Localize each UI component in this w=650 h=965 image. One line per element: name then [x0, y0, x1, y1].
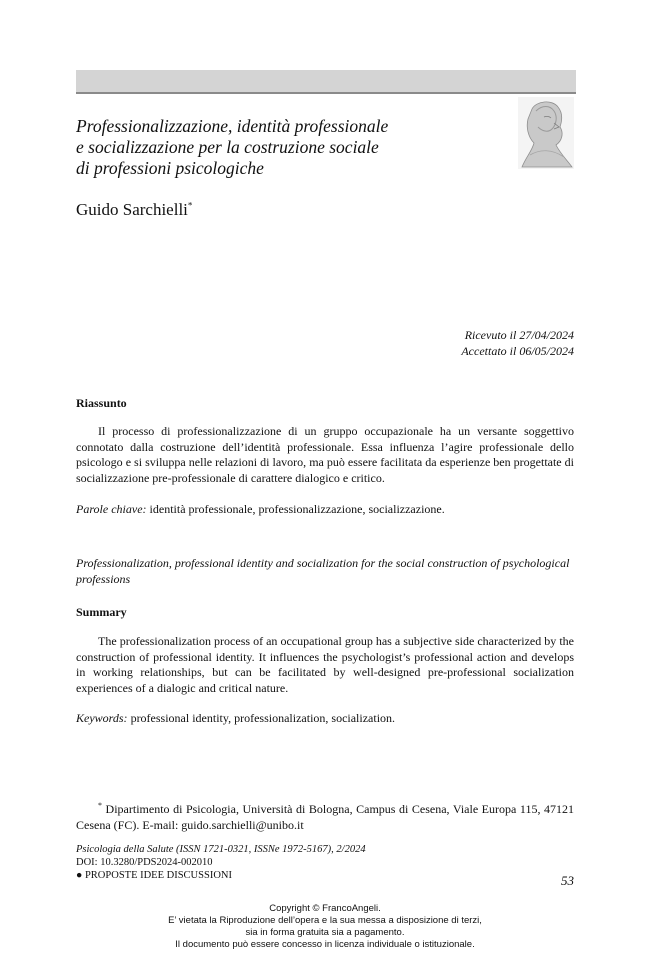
- title-line: e socializzazione per la costruzione sociale: [76, 137, 379, 157]
- parole-chiave: [76, 502, 574, 518]
- riassunto-text: Il processo di professionalizzazione di un gruppo occupazionale ha un versante soggettivo connotato dalla costruzione dell’identità professionale. Essa influenza l’agire professionale dello psicologo e si sviluppa nelle relazioni di lavoro, ma può essere facilitata da esperienze ben progettate di socializzazione pre-professionale di carattere dialogico e critico.: [76, 424, 574, 485]
- keywords-text: professional identity, professionalization, socialization.: [130, 711, 396, 725]
- doi: DOI: 10.3280/PDS2024-002010: [76, 857, 213, 868]
- journal-info: [76, 843, 366, 882]
- summary-text: The professionalization process of an occupational group has a subjective side characterized by the construction of professional identity. It influences the psychologist’s professional action and develops in working relationships, but can be facilitated by well-designed pre-professional socialization experiences of a dialogic and critical nature.: [76, 634, 574, 695]
- riassunto-heading: Riassunto: [76, 396, 127, 410]
- footnote-mark: *: [98, 801, 102, 810]
- article-title: [76, 116, 506, 179]
- header-rule: [76, 92, 576, 94]
- author-footnote-mark: *: [187, 200, 193, 211]
- footnote-text: Dipartimento di Psicologia, Università di Bologna, Campus di Cesena, Viale Europa 115, 47121 Cesena (FC). E-mail: guido.sarchielli@unibo.it: [76, 802, 574, 832]
- copyright-line: Copyright © FrancoAngeli.: [269, 903, 381, 914]
- keywords: [76, 711, 574, 727]
- title-line: di professioni psicologiche: [76, 158, 264, 178]
- english-title: Professionalization, professional identity and socialization for the social construction of psychological professions: [76, 556, 570, 586]
- page-number: 53: [561, 873, 574, 888]
- copyright-notice: [0, 903, 650, 951]
- keywords-label: Parole chiave:: [76, 502, 147, 516]
- accepted-date: Accettato il 06/05/2024: [461, 343, 574, 358]
- journal-citation: Psicologia della Salute (ISSN 1721-0321, ISSNe 1972-5167), 2/2024: [76, 844, 366, 855]
- keywords-label: Keywords:: [76, 711, 128, 725]
- section-label: ● PROPOSTE IDEE DISCUSSIONI: [76, 870, 232, 881]
- portrait-engraving-icon: [518, 97, 574, 169]
- received-date: Ricevuto il 27/04/2024: [464, 328, 574, 342]
- header-band: [76, 70, 576, 92]
- copyright-line: E’ vietata la Riproduzione dell’opera e la sua messa a disposizione di terzi,: [168, 915, 482, 926]
- summary-heading: Summary: [76, 605, 127, 619]
- title-line: Professionalizzazione, identità professionale: [76, 116, 389, 136]
- dates-block: [461, 328, 574, 359]
- author: [76, 200, 192, 220]
- copyright-line: Il documento può essere concesso in licenza individuale o istituzionale.: [175, 939, 475, 950]
- author-name: Guido Sarchielli: [76, 200, 188, 219]
- affiliation-footnote: [76, 798, 574, 833]
- keywords-text: identità professionale, professionalizzazione, socializzazione.: [149, 502, 445, 516]
- copyright-line: sia in forma gratuita sia a pagamento.: [245, 927, 405, 938]
